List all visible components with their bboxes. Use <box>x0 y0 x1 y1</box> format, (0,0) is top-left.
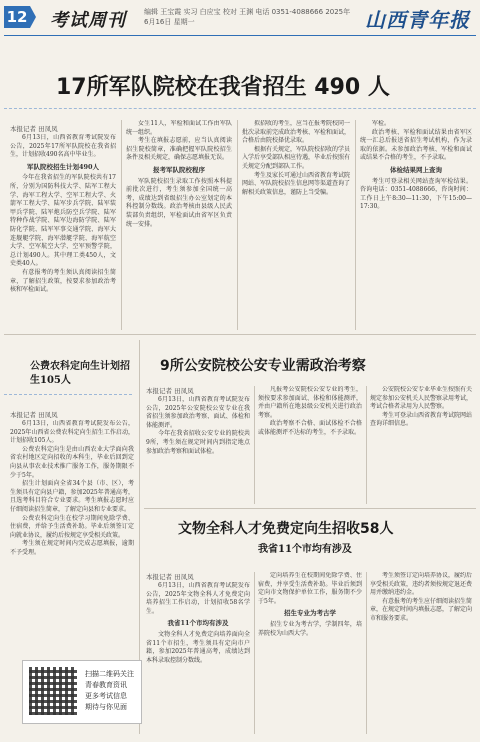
middle-column-2 <box>258 386 362 504</box>
bottom-byline: 本报记者 田凤凤 <box>146 573 194 581</box>
header-rule <box>4 35 476 36</box>
paragraph: 女生11人，军检和面试工作由军队统一组织。 <box>126 120 232 136</box>
page-number: 12 <box>4 6 30 28</box>
subheading: 体检结果网上查询 <box>390 165 442 174</box>
column-divider <box>237 120 238 330</box>
paragraph: 根据有关规定，军队院校招收的学员入学后享受部队相应待遇，毕业后按照有关规定分配到部队工作。 <box>242 145 350 170</box>
paragraph: 有意报考的考生应仔细阅读招生简章，在规定时间内填报志愿，了解定向市和服务要求。 <box>370 597 472 622</box>
bottom-subheadline: 我省11个市均有涉及 <box>258 544 352 555</box>
subheading: 军队院校招生计划490人 <box>26 162 100 171</box>
paragraph: 公费农科定向生在校学习期间免除学费、住宿费，并给予生活费补助。毕业后须签订定向就业协议，履约后按规定享受相关政策。 <box>10 514 134 539</box>
paragraph: 考生须签订定向培养协议，履约后享受相关政策，违约者须按规定退还费用并缴纳违约金。 <box>370 572 472 597</box>
paragraph: 政治考察不合格、面试体检不合格或体能测评不达标的考生，不予录取。 <box>258 420 362 436</box>
paragraph: 政治考核、军检和面试结果由省军区统一汇总后报送省招生考试机构，作为录取的依据。未参加政治考核、军检和面试或结果不合格的考生，不予录取。 <box>360 128 472 162</box>
paragraph: 公安院校公安专业毕业生按照有关规定参加公安机关人民警察录用考试，考试合格者录用为人民警察。 <box>370 386 472 411</box>
main-column-3 <box>242 120 350 330</box>
middle-column-1 <box>146 396 250 504</box>
paragraph: 招生专业为考古学，学制四年，培养院校为山西大学。 <box>258 620 362 637</box>
page-number-tab <box>30 6 36 28</box>
bottom-column-3 <box>370 572 472 734</box>
paragraph: 军检。 <box>372 120 391 127</box>
left-byline: 本报记者 田凤凤 <box>10 411 58 419</box>
paragraph: 考生可登录相关网站查询军检结果。咨询电话：0351-4088666，咨询时间：工作日上午8:30—11:30，下午15:00—17:30。 <box>360 177 472 211</box>
left-divider <box>4 394 132 395</box>
column-divider <box>254 572 255 734</box>
paragraph: 今年在我省招收公安专业的院校共9所，考生须在规定时间内到指定地点参加政治考察和面试体检。 <box>146 430 250 455</box>
paragraph: 6月13日，山西省教育考试院发布公告，2025年文物全科人才免费定向培养招生工作启动，计划招收58名学生。 <box>146 582 250 615</box>
promo-line: 更多考试信息 <box>85 692 127 700</box>
main-column-4 <box>360 120 472 330</box>
paragraph: 6月13日，山西省教育考试院发布公告，2025年17所军队院校在我省招生，计划招收490名高中毕业生。 <box>10 134 116 159</box>
column-divider <box>254 386 255 504</box>
paragraph: 考生及家长可通过山西省教育考试院网站、军队院校招生信息网等渠道查询了解相关政策信息，谨防上当受骗。 <box>242 171 350 196</box>
left-headline: 公费农科定向生计划招生105人 <box>30 361 130 386</box>
paragraph: 定向培养生在校期间免除学费、住宿费，并享受生活费补助。毕业后须到定向市文物保护单位工作，服务期不少于5年。 <box>258 572 362 605</box>
section-title: 考试周刊 <box>50 10 126 31</box>
qr-promo <box>22 660 142 724</box>
paragraph: 6月13日，山西省教育考试院发布公告，2025年公安院校公安专业在我省招生须参加政治考察、面试、体检和体能测评。 <box>146 396 250 429</box>
paragraph: 6月13日，山西省教育考试院发布公告，2025年山西省公费农科定向生招生工作启动，计划招收105人。 <box>10 420 134 445</box>
paragraph: 考生可登录山西省教育考试院网站查询详细信息。 <box>370 411 472 428</box>
middle-headline: 9所公安院校公安专业需政治考察 <box>160 358 366 374</box>
paragraph: 凡报考公安院校公安专业的考生，须按要求参加面试、体检和体能测评，并由户籍所在地县级公安机关进行政治考察。 <box>258 386 362 419</box>
middle-column-3 <box>370 386 472 504</box>
section-rule <box>144 508 476 509</box>
section-rule <box>4 334 476 335</box>
bottom-column-2 <box>258 572 362 734</box>
promo-line: 期待与你见面 <box>85 703 127 711</box>
paragraph: 有意报考的考生须认真阅读招生简章，了解招生政策，按要求参加政治考核和军检面试。 <box>10 268 116 294</box>
main-column-2 <box>126 120 232 330</box>
bottom-column-1 <box>146 582 250 734</box>
paragraph: 公费农科定向生是由山西农业大学面向我省农村地区定向招收的本科生，毕业后回到定向县从事农业技术推广服务工作，服务期限不少于5年。 <box>10 445 134 479</box>
promo-line: 青春教育资讯 <box>85 681 127 689</box>
paragraph: 文物全科人才免费定向培养面向全省11个市招生，考生须具有定向市户籍，参加2025年普通高考，成绩达到本科录取控制分数线。 <box>146 630 250 664</box>
paragraph: 考生在填报志愿前，应当认真阅读招生院校简章，准确把握军队院校招生条件及相关规定，确保志愿填报无误。 <box>126 137 232 162</box>
left-column <box>10 420 134 652</box>
paragraph: 拟招收的考生，应当在报考院校同一批次录取前完成政治考核、军检和面试，合格后由院校择优录取。 <box>242 120 350 145</box>
edition-meta: 编辑 王宝霞 实习 白应宝 校对 王渊 电话 0351-4088666 2025年6月16日 星期一 <box>144 8 351 26</box>
paragraph: 考生须在规定时间内完成志愿填报，逾期不予受理。 <box>10 540 134 556</box>
paragraph: 今年在我省招生的军队院校共有17所，分别为国防科技大学、陆军工程大学、海军工程大学、空军工程大学、火箭军工程大学、陆军步兵学院、陆军装甲兵学院、陆军炮兵防空兵学院、陆军特种作战学院、陆军边海防学院、陆军防化学院、陆军军事交通学院、海军大连舰艇学院、海军潜艇学院、海军航空大学、空军航空大学、空军预警学院，总计划490人。其中理工类450人，文史类40人。 <box>10 174 116 268</box>
paragraph: 招生计划面向全省34个县（市、区），考生须具有定向县户籍，参加2025年普通高考，且选考科目符合专业要求。考生填报志愿时应仔细阅读招生简章，了解定向县和专业要求。 <box>10 480 134 513</box>
middle-byline: 本报记者 田凤凤 <box>146 387 194 395</box>
main-byline: 本报记者 田凤凤 <box>10 125 58 133</box>
subheading: 我省11个市均有涉及 <box>167 619 229 628</box>
column-divider <box>366 386 367 504</box>
paragraph: 军队院校招生录取工作按照本科提前批次进行，考生须参加全国统一高考，成绩达到省级招生办公室划定的本科控制分数线。政治考核由县级人民武装部负责组织，军检面试由省军区负责统一安排。 <box>126 177 232 228</box>
subheading: 报考军队院校程序 <box>153 165 205 174</box>
promo-line: 扫描二维码关注 <box>85 670 134 678</box>
qr-promo-text <box>85 669 137 713</box>
masthead-logo: 山西青年报 <box>365 8 470 32</box>
main-divider <box>4 108 476 109</box>
column-divider <box>121 120 122 330</box>
column-divider <box>366 572 367 734</box>
subheading: 招生专业为考古学 <box>284 609 336 618</box>
main-headline: 17所军队院校在我省招生 490 人 <box>56 75 390 100</box>
main-column-1 <box>10 134 116 330</box>
column-divider <box>355 120 356 330</box>
qr-code-icon <box>29 667 77 715</box>
page-header <box>0 0 480 34</box>
bottom-headline: 文物全科人才免费定向生招收58人 <box>178 521 394 537</box>
